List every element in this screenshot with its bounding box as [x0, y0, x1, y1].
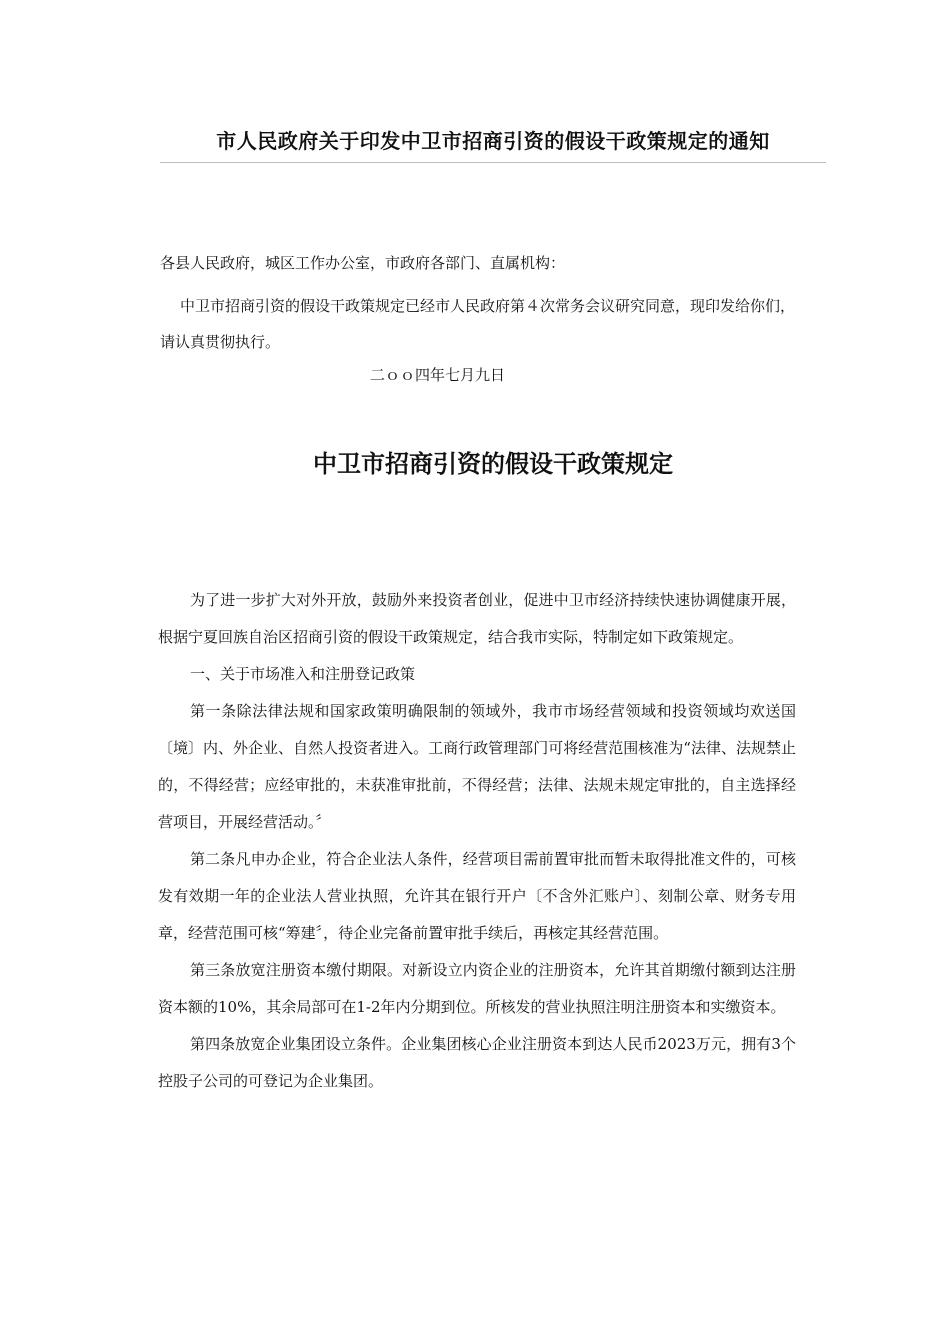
paragraph-intro: 为了进一步扩大对外开放，鼓励外来投资者创业，促进中卫市经济持续快速协调健康开展，根据宁夏回族自治区招商引资的假设干政策规定，结合我市实际，特制定如下政策规定。 [158, 591, 796, 646]
notice-body: 中卫市招商引资的假设干政策规定已经市人民政府第４次常务会议研究同意，现印发给你们，请认真贯彻执行。 [160, 297, 796, 351]
document-title: 中卫市招商引资的假设干政策规定 [313, 450, 673, 478]
notice-title: 市人民政府关于印发中卫市招商引资的假设干政策规定的通知 [216, 129, 770, 153]
notice-date: 二ｏｏ四年七月九日 [370, 366, 506, 384]
article-4: 第四条放宽企业集团设立条件。企业集团核心企业注册资本到达人民币2023万元，拥有3个控股子公司的可登记为企业集团。 [158, 1035, 796, 1090]
article-2: 第二条凡申办企业，符合企业法人条件，经营项目需前置审批而暂未取得批准文件的，可核发有效期一年的企业法人营业执照，允许其在银行开户〔不含外汇账户〕、刻制公章、财务专用章，经营范围可核“筹建〞，待企业完备前置审批手续后，再核定其经营范围。 [158, 850, 796, 942]
section-heading: 一、关于市场准入和注册登记政策 [190, 665, 416, 683]
document-body [158, 582, 796, 1100]
addressee-line: 各县人民政府，城区工作办公室，市政府各部门、直属机构： [160, 254, 566, 272]
header-divider [160, 162, 826, 163]
article-3: 第三条放宽注册资本缴付期限。对新设立内资企业的注册资本，允许其首期缴付额到达注册资本额的10%，其余局部可在1-2年内分期到位。所核发的营业执照注明注册资本和实缴资本。 [158, 961, 796, 1016]
article-1: 第一条除法律法规和国家政策明确限制的领域外，我市市场经营领域和投资领域均欢送国〔境〕内、外企业、自然人投资者进入。工商行政管理部门可将经营范围核准为“法律、法规禁止的，不得经营；应经审批的，未获准审批前，不得经营；法律、法规未规定审批的，自主选择经营项目，开展经营活动。〞 [158, 702, 796, 831]
